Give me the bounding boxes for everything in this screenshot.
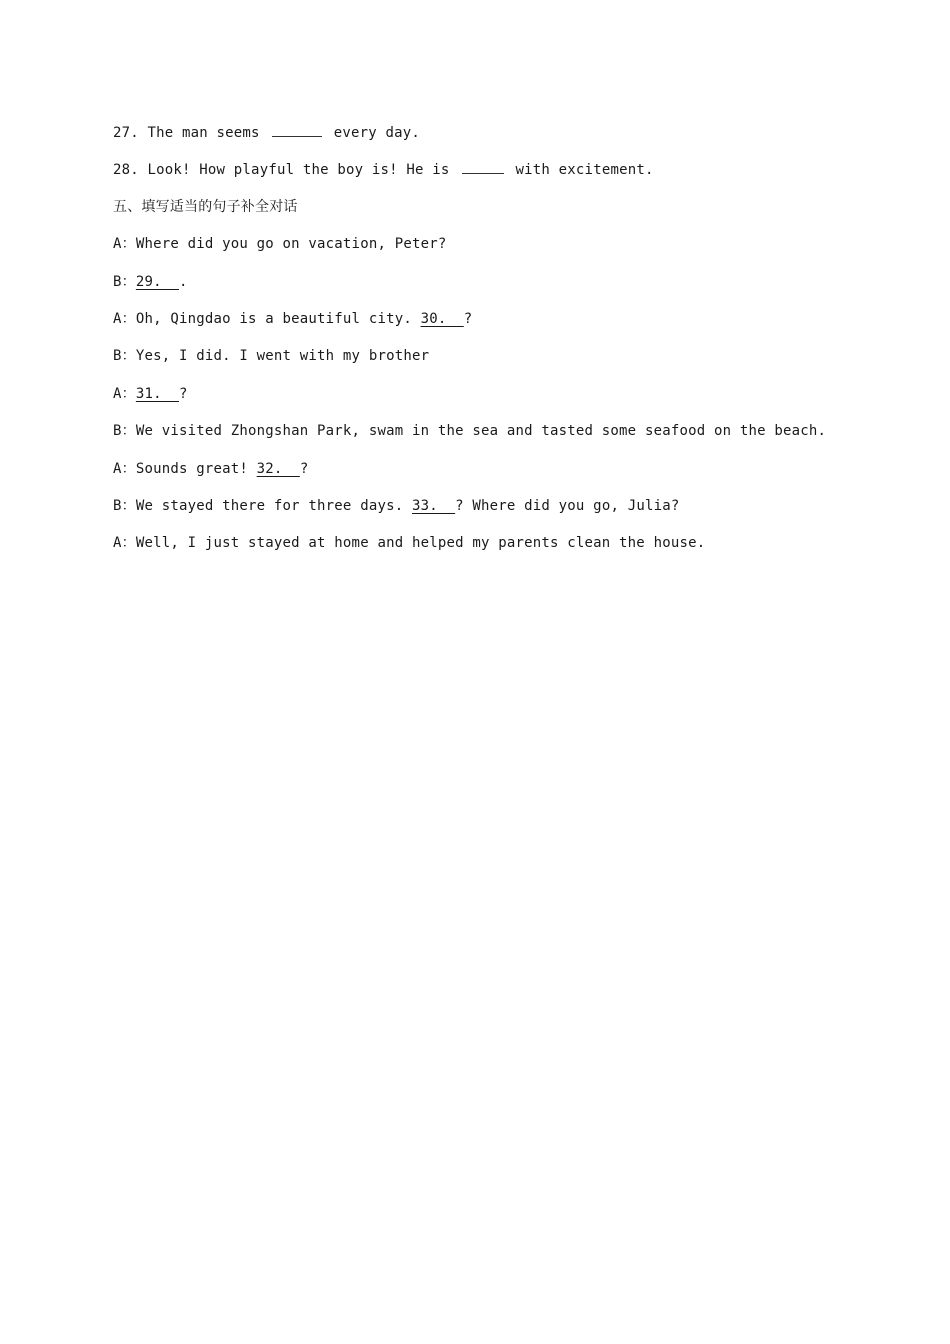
speaker-label: A： <box>113 535 136 552</box>
dialogue-text-tail: ? <box>179 385 188 402</box>
speaker-label: A： <box>113 460 136 477</box>
question-27 <box>113 120 873 157</box>
dialogue-text-tail: ? <box>463 310 473 327</box>
speaker-label: B： <box>113 273 136 290</box>
dialogue-text: Where did you go on vacation, Peter? <box>135 236 447 253</box>
question-28-text: 28. Look! How playful the boy is! He is <box>113 162 450 179</box>
answer-blank-32[interactable]: 32. <box>256 460 300 477</box>
speaker-label: B： <box>113 497 136 514</box>
dialogue-text-tail: ? Where did you go, Julia? <box>455 497 680 514</box>
dialogue-line-1 <box>113 232 873 269</box>
question-27-tail: every day. <box>333 125 420 141</box>
dialogue-text: Well, I just stayed at home and helped my parents clean the house. <box>135 535 706 552</box>
speaker-label: A： <box>113 385 136 402</box>
dialogue-text: We visited Zhongshan Park, swam in the sea and tasted some seafood on the beach. <box>135 423 827 440</box>
dialogue-text-tail: . <box>179 273 188 290</box>
dialogue-line-7 <box>113 457 873 494</box>
dialogue-text: Oh, Qingdao is a beautiful city. <box>135 310 421 327</box>
question-28-tail: with excitement. <box>515 162 654 179</box>
answer-blank-29[interactable]: 29. <box>135 273 179 290</box>
dialogue-line-8 <box>113 494 873 531</box>
answer-blank-30[interactable]: 30. <box>420 310 464 327</box>
speaker-label: A： <box>113 310 136 327</box>
answer-blank-33[interactable]: 33. <box>411 497 456 514</box>
question-27-text: 27. The man seems <box>113 125 260 141</box>
speaker-label: A： <box>113 236 136 253</box>
speaker-label: B： <box>113 348 136 365</box>
speaker-label: B： <box>113 423 136 440</box>
dialogue-line-4 <box>113 344 873 381</box>
question-28 <box>113 157 873 194</box>
dialogue-text: We stayed there for three days. <box>135 497 412 514</box>
answer-blank-27[interactable] <box>272 120 322 137</box>
dialogue-line-5 <box>113 382 873 419</box>
section-5-heading: 五、填写适当的句子补全对话 <box>113 198 298 215</box>
dialogue-text: Yes, I did. I went with my brother <box>135 348 430 365</box>
dialogue-text-tail: ? <box>299 460 309 477</box>
dialogue-line-3 <box>113 307 873 344</box>
dialogue-line-9 <box>113 531 873 568</box>
dialogue-text: Sounds great! <box>135 460 257 477</box>
worksheet-page <box>113 120 873 569</box>
answer-blank-31[interactable]: 31. <box>135 385 179 402</box>
dialogue-line-6 <box>113 419 873 456</box>
answer-blank-28[interactable] <box>462 157 504 174</box>
dialogue-line-2 <box>113 270 873 307</box>
